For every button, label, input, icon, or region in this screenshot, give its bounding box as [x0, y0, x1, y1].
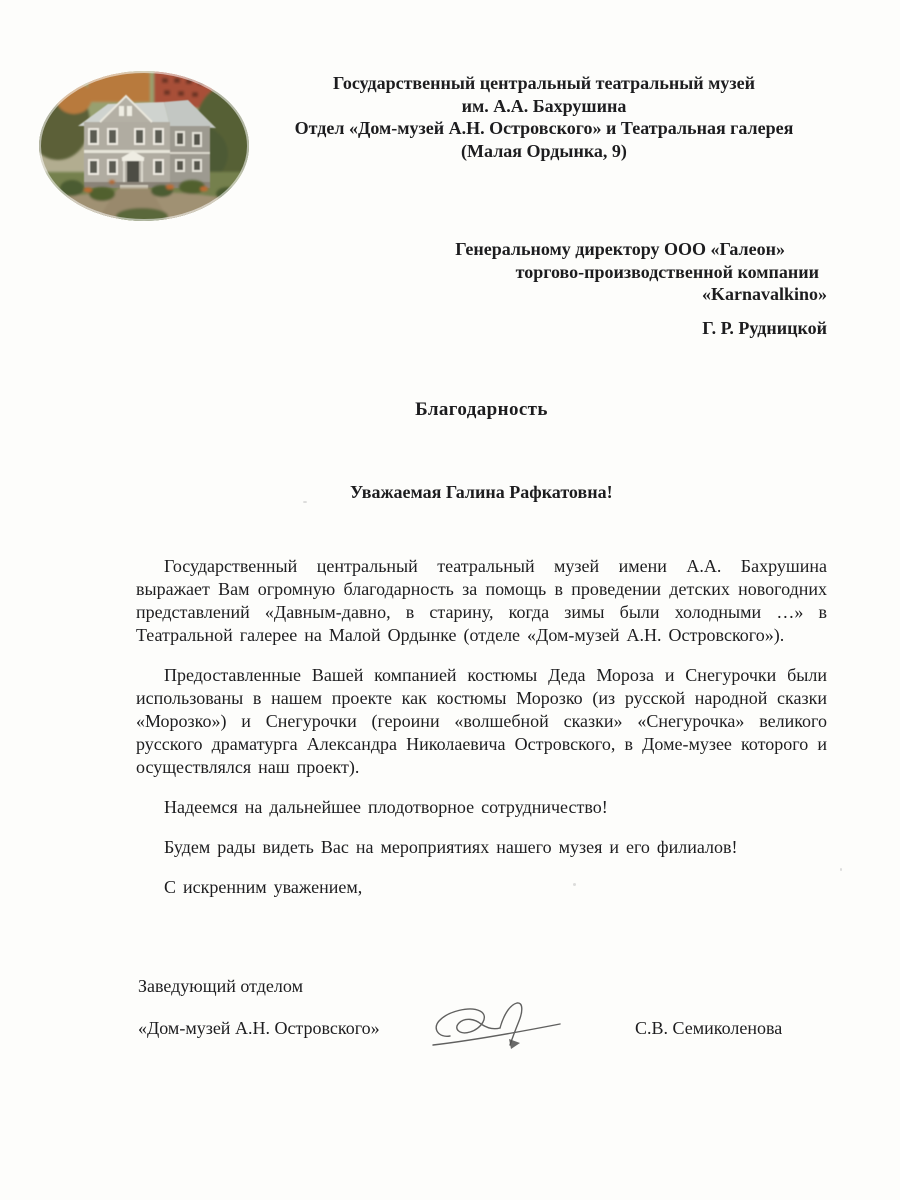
letterhead: [228, 72, 860, 162]
letterhead-line-1: Государственный центральный театральный музей: [332, 73, 756, 93]
scan-speck: [303, 501, 307, 503]
body-paragraph: Государственный центральный театральный музей имени А.А. Бахрушина выражает Вам огромную благодарность за помощь в проведении детских новогодних представлений «Давным-давно, в старину, когда зимы были холодными …» в Театральной галерее на Малой Ордынке (отделе «Дом-музей А.Н. Островского»).: [136, 556, 827, 645]
body-paragraph: Будем рады видеть Вас на мероприятиях нашего музея и его филиалов!: [164, 837, 738, 857]
recipient-name: Г. Р. Рудницкой: [702, 318, 827, 338]
body-paragraph: Предоставленные Вашей компанией костюмы Деда Мороза и Снегурочки были использованы в нашем проекте как костюмы Морозко (из русской народной сказки «Морозко») и Снегурочки (героини «волшебной сказки» «Снегурочка» великого русского драматурга Александра Николаевича Островского, в Доме-музее которого и осуществлялся наш проект).: [136, 665, 827, 777]
house-museum-photo-illustration: [38, 70, 250, 222]
house-museum-oval-photo: [38, 70, 250, 222]
signer-name: С.В. Семиколенова: [635, 1018, 783, 1038]
letterhead-line-2: им. А.А. Бахрушина: [461, 95, 627, 116]
letterhead-line-3: Отдел «Дом-музей А.Н. Островского» и Театральная галерея: [294, 118, 794, 138]
addressee-line-1: Генеральному директору ООО «Галеон»: [455, 239, 785, 259]
salutation: Уважаемая Галина Рафкатовна!: [350, 482, 613, 502]
scan-speck: [840, 868, 842, 871]
body-paragraph: Надеемся на дальнейшее плодотворное сотрудничество!: [164, 797, 608, 817]
signoff-position-line-1: Заведующий отделом: [138, 976, 303, 996]
signoff-position-line-2: «Дом-музей А.Н. Островского»: [138, 1018, 380, 1038]
addressee-line-2: торгово-производственной компании: [515, 261, 819, 282]
body-paragraph: С искренним уважением,: [164, 877, 363, 897]
document-title: Благодарность: [415, 399, 548, 420]
scan-speck: [573, 883, 576, 886]
addressee-line-3: «Karnavalkino»: [701, 284, 827, 304]
handwritten-signature: [428, 998, 566, 1062]
letter-body: [136, 555, 827, 916]
addressee-block: [377, 238, 827, 306]
letterhead-line-4: (Малая Ордынка, 9): [461, 140, 627, 161]
